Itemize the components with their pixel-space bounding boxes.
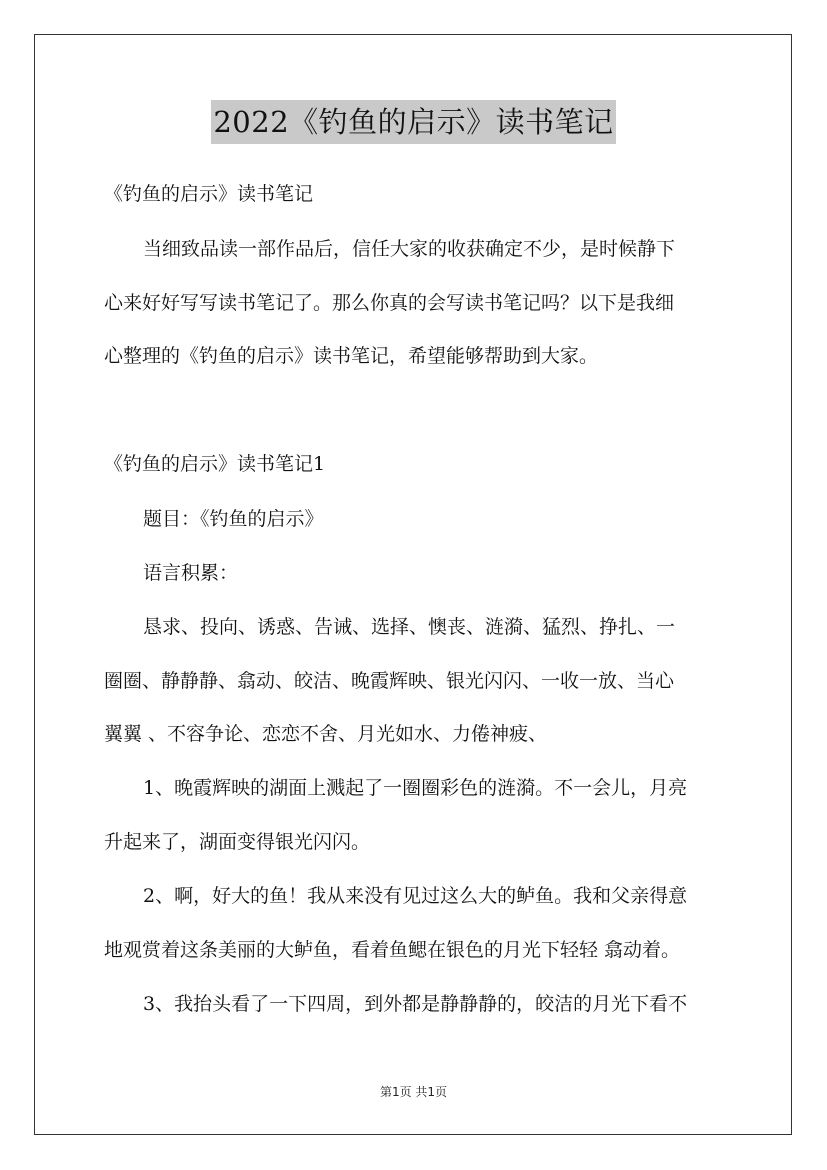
paragraph-line: 1、晚霞辉映的湖面上溅起了一圈圈彩色的涟漪。不一会儿，月亮 [143, 777, 688, 799]
paragraph-line: 语言积累： [143, 562, 239, 584]
paragraph-line: 心整理的《钓鱼的启示》读书笔记，希望能够帮助到大家。 [104, 345, 599, 367]
paragraph-line: 2、啊，好大的鱼！我从来没有见过这么大的鲈鱼。我和父亲得意 [143, 885, 688, 907]
section-heading: 《钓鱼的启示》读书笔记1 [104, 453, 326, 475]
subtitle-line: 《钓鱼的启示》读书笔记 [104, 183, 314, 205]
paragraph-line: 翼翼 、不容争论、恋恋不舍、月光如水、力倦神疲、 [104, 723, 548, 745]
paragraph-line: 3、我抬头看了一下四周，到外都是静静静的，皎洁的月光下看不 [143, 993, 688, 1015]
paragraph-line: 恳求、投向、诱惑、告诫、选择、懊丧、涟漪、猛烈、挣扎、一 [143, 616, 676, 638]
paragraph-line: 心来好好写写读书笔记了。那么你真的会写读书笔记吗？以下是我细 [104, 292, 675, 314]
paragraph-line: 升起来了，湖面变得银光闪闪。 [104, 831, 371, 853]
paragraph-line: 地观赏着这条美丽的大鲈鱼，看着鱼鳃在银色的月光下轻轻 翕动着。 [104, 939, 681, 961]
paragraph-line: 圈圈、静静静、翕动、皎洁、晚霞辉映、银光闪闪、一收一放、当心 [104, 670, 675, 692]
paragraph-line: 题目：《钓鱼的启示》 [143, 508, 324, 530]
page-footer: 第1页 共1页 [379, 1085, 448, 1099]
document-title: 2022《钓鱼的启示》读书笔记 [211, 100, 615, 144]
title-container [0, 100, 827, 144]
paragraph-line: 当细致品读一部作品后，信任大家的收获确定不少，是时候静下 [143, 238, 676, 260]
